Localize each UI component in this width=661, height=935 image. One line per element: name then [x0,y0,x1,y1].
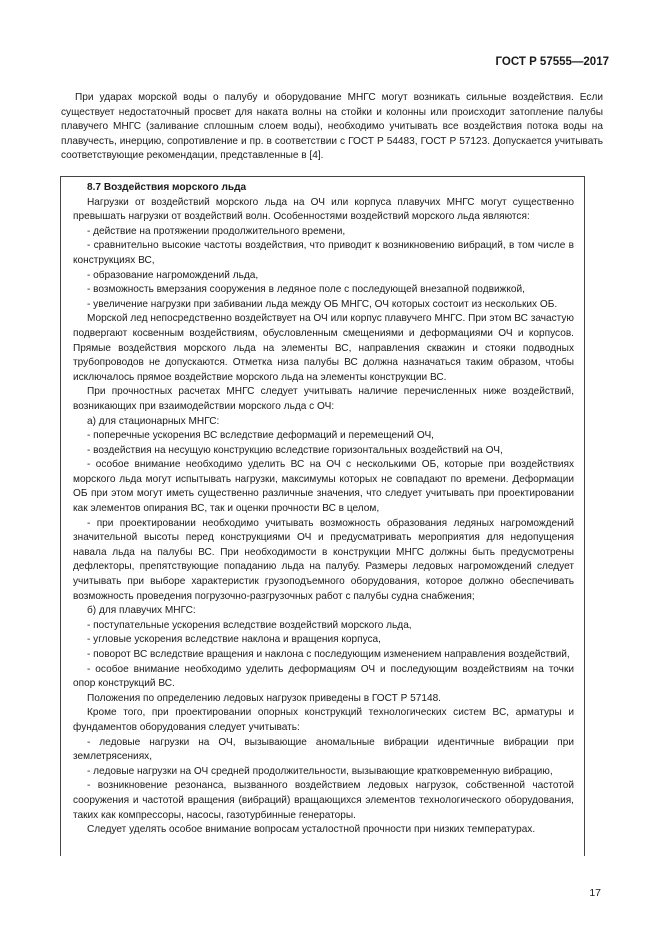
section-box [60,176,585,856]
section-paragraph: - при проектировании необходимо учитывать возможность образования ледяных нагромождений значительной высоты перед конструкциями ОЧ и предусматривать мероприятия для недопущения навала льда на палубы ВС. При необходимости в конструкции МНГС должны быть предусмотрены дефлекторы, препятствующие попаданию льда на палубу. Размеры ледовых нагромождений следует учитывать при выборе характеристик грузоподъемного оборудования, которое должно обеспечивать возможность проведения погрузочно-разгрузочных работ с палубы судна снабжения; [73,517,574,602]
section-paragraph: - сравнительно высокие частоты воздействия, что приводит к возникновению вибраций, в том числе в конструкциях ВС, [73,240,574,266]
section-paragraph: Кроме того, при проектировании опорных конструкций технологических систем ВС, арматуры и фундаментов оборудования следует учитывать: [73,707,574,733]
section-paragraphs [73,196,574,838]
section-paragraph: - возникновение резонанса, вызванного воздействием ледовых нагрузок, собственной частотой сооружения и частотой вращения (вибраций) вращающихся элементов технологического оборудования, таких как компрессоры, насосы, газотурбинные генераторы. [73,780,574,821]
document-id-header: ГОСТ Р 57555—2017 [495,56,609,68]
section-paragraph: - поперечные ускорения ВС вследствие деформаций и перемещений ОЧ, [87,430,434,442]
section-paragraph: а) для стационарных МНГС: [87,415,220,427]
section-paragraph: - особое внимание необходимо уделить деформациям ОЧ и последующим воздействиям на точки опор конструкций ВС. [73,663,574,690]
section-paragraph: - поворот ВС вследствие вращения и наклона с последующим изменением направления воздействий, [87,649,570,660]
section-paragraph: - воздействия на несущую конструкцию вследствие горизонтальных воздействий на ОЧ, [87,444,503,456]
section-paragraph: - особое внимание необходимо уделить ВС на ОЧ с несколькими ОБ, которые при воздействиях морского льда могут испытывать нагрузки, максимумы которых не совпадают по времени. Деформации ОБ при этом могут иметь существенно различные значения, что следует учитывать при проектировании как элементов опирания ВС, так и оценки прочности ВС в целом, [73,459,574,515]
section-paragraph: - возможность вмерзания сооружения в ледяное поле с последующей внезапной подвижкой, [87,284,525,296]
section-paragraph: Следует уделять особое внимание вопросам усталостной прочности при низких температурах. [87,824,536,836]
section-paragraph: Положения по определению ледовых нагрузок приведены в ГОСТ Р 57148. [87,692,441,704]
intro-paragraph: При ударах морской воды о палубу и оборудование МНГС могут возникать сильные воздействия. Если существует недостаточный просвет для наката волны на стойки и колонны или происходит затопление палубы плавучего МНГС (заливание сплошным слоем воды), необходимо учитывать все воздействия потока воды на плавучесть, инерцию, сопротивление и пр. в соответствии с ГОСТ Р 54483, ГОСТ Р 57123. Допускается учитывать соответствующие рекомендации, представленные в [4]. [61,92,603,162]
section-paragraph: Нагрузки от воздействий морского льда на ОЧ или корпуса плавучих МНГС могут существенно превышать нагрузки от воздействий волн. Особенностями воздействий морского льда являются: [73,196,574,223]
section-paragraph: При прочностных расчетах МНГС следует учитывать наличие перечисленных ниже воздействий, возникающих при взаимодействии морского льда с ОЧ: [73,386,574,412]
section-paragraph: - образование нагромождений льда, [87,269,259,281]
page-number: 17 [589,887,601,899]
section-title: 8.7 Воздействия морского льда [87,182,247,193]
intro-block [61,91,603,164]
section-paragraph: Морской лед непосредственно воздействует на ОЧ или корпус плавучего МНГС. При этом ВС зачастую подвергают косвенным воздействиям, обусловленным смещениями и деформациями ОЧ и корпусов. Прямые воздействия морского льда на элементы ВС, направления скважин и стояки подводных трубопроводов не допускаются. Отметка низа палубы ВС должна назначаться таким образом, чтобы исключалось прямое воздействие морского льда на элементы конструкции ВС. [73,313,574,383]
section-paragraph: б) для плавучих МНГС: [87,605,196,617]
section-paragraph: - увеличение нагрузки при забивании льда между ОБ МНГС, ОЧ которых состоит из нескольких ОБ. [87,298,558,310]
section-paragraph: - ледовые нагрузки на ОЧ средней продолжительности, вызывающие кратковременную вибрацию, [87,765,553,777]
section-paragraph: - ледовые нагрузки на ОЧ, вызывающие аномальные вибрации идентичные вибрации при землетрясениях, [73,736,574,763]
section-paragraph: - угловые ускорения вследствие наклона и вращения корпуса, [87,634,381,646]
section-paragraph: - поступательные ускорения вследствие воздействий морского льда, [87,619,412,631]
section-paragraph: - действие на протяжении продолжительного времени, [87,225,346,237]
